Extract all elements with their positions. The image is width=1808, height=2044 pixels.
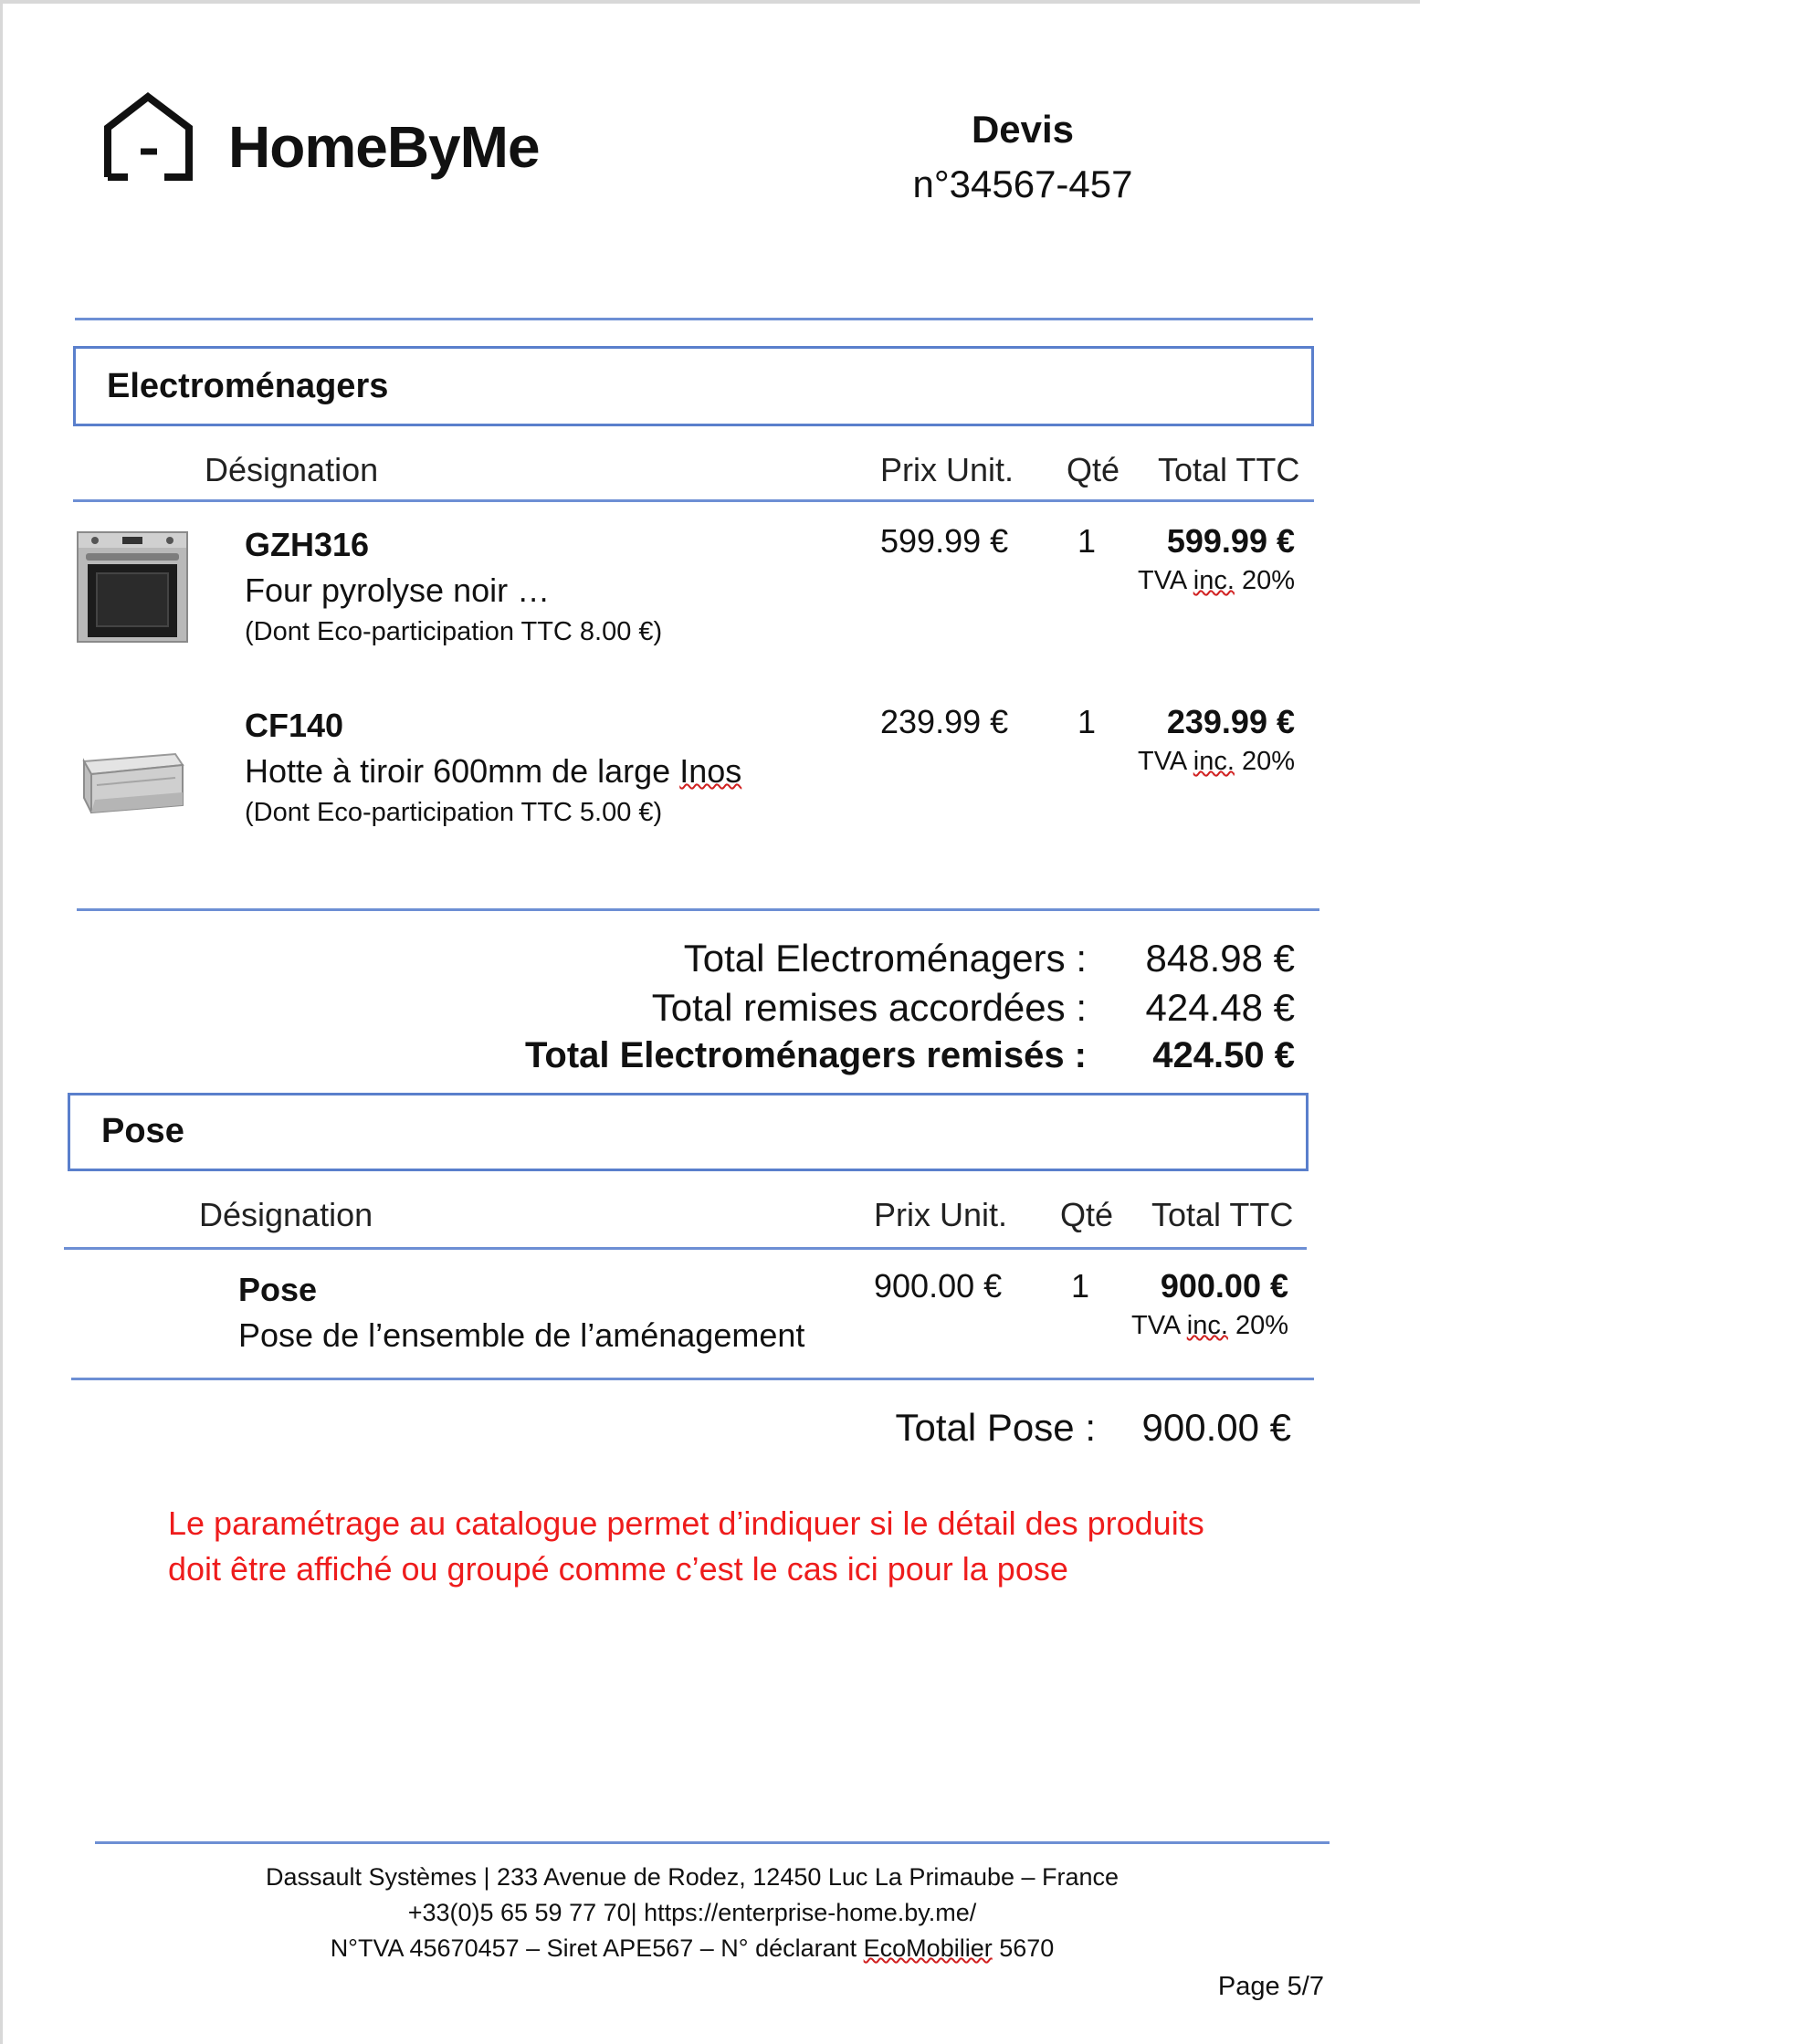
- item-tva: TVA inc. 20%: [1131, 1311, 1288, 1340]
- item-ref: GZH316: [245, 526, 370, 563]
- col-qty: Qté: [1060, 1196, 1114, 1233]
- brand-logo: [100, 91, 594, 192]
- item-total: 239.99 €: [1166, 703, 1295, 740]
- install-divider: [71, 1378, 1314, 1380]
- col-total: Total TTC: [1158, 451, 1300, 488]
- page-top-border: [0, 0, 1420, 4]
- col-unit-price: Prix Unit.: [880, 451, 1014, 488]
- total-appliances-value: 848.98 €: [1145, 937, 1295, 980]
- item-unit-price: 239.99 €: [880, 703, 1009, 740]
- total-net-value: 424.50 €: [1152, 1035, 1295, 1075]
- table-header-divider: [73, 499, 1314, 502]
- footer-address: Dassault Systèmes | 233 Avenue de Rodez, 12450 Luc La Primaube – France: [265, 1863, 1119, 1891]
- col-designation: Désignation: [199, 1196, 373, 1233]
- total-install-label: Total Pose :: [895, 1406, 1096, 1449]
- item-description: Pose de l’ensemble de l’aménagement: [238, 1316, 805, 1354]
- catalog-note-line: Le paramétrage au catalogue permet d’indiquer si le détail des produits: [168, 1504, 1204, 1542]
- col-qty: Qté: [1067, 451, 1120, 488]
- catalog-note: [168, 1501, 1355, 1592]
- total-appliances-label: Total Electroménagers :: [683, 937, 1087, 980]
- footer-divider: [95, 1841, 1330, 1844]
- item-description: Four pyrolyse noir …: [245, 571, 551, 609]
- footer-contact: +33(0)5 65 59 77 70| https://enterprise-home.by.me/: [407, 1899, 977, 1926]
- house-icon: [100, 91, 196, 183]
- item-ref: Pose: [238, 1271, 318, 1308]
- hood-thumbnail: [77, 741, 188, 818]
- col-total: Total TTC: [1151, 1196, 1294, 1233]
- col-designation: Désignation: [205, 451, 379, 488]
- section-title-install: Pose: [101, 1112, 184, 1150]
- item-eco-participation: (Dont Eco-participation TTC 5.00 €): [245, 798, 663, 827]
- doc-number: n°34567-457: [912, 162, 1133, 205]
- oven-thumbnail: [77, 531, 188, 643]
- catalog-note-line: doit être affiché ou groupé comme c’est le cas ici pour la pose: [168, 1550, 1068, 1588]
- doc-title: Devis: [971, 108, 1075, 151]
- items-divider: [77, 908, 1319, 911]
- item-unit-price: 599.99 €: [880, 522, 1009, 560]
- total-discount-value: 424.48 €: [1145, 986, 1295, 1029]
- col-unit-price: Prix Unit.: [874, 1196, 1008, 1233]
- section-title-appliances: Electroménagers: [107, 367, 389, 405]
- item-description: Hotte à tiroir 600mm de large Inos: [245, 752, 742, 790]
- total-install-value: 900.00 €: [1141, 1406, 1291, 1449]
- page-left-border: [0, 0, 3, 2044]
- item-ref: CF140: [245, 707, 344, 744]
- page-number: Page 5/7: [1217, 1972, 1324, 2001]
- item-tva: TVA inc. 20%: [1138, 566, 1295, 595]
- item-qty: 1: [1077, 522, 1097, 560]
- item-total: 900.00 €: [1160, 1267, 1288, 1305]
- header-divider: [75, 318, 1313, 320]
- footer-legal: N°TVA 45670457 – Siret APE567 – N° déclarant EcoMobilier 5670: [330, 1934, 1055, 1962]
- item-qty: 1: [1077, 703, 1097, 740]
- item-qty: 1: [1071, 1267, 1090, 1305]
- total-net-label: Total Electroménagers remisés :: [524, 1035, 1087, 1075]
- item-tva: TVA inc. 20%: [1138, 747, 1295, 776]
- brand-name: HomeByMe: [228, 114, 540, 180]
- section-header-install: [68, 1093, 1309, 1171]
- table-header-divider: [64, 1247, 1307, 1250]
- item-total: 599.99 €: [1166, 522, 1295, 560]
- item-unit-price: 900.00 €: [874, 1267, 1003, 1305]
- total-discount-label: Total remises accordées :: [651, 986, 1087, 1029]
- item-eco-participation: (Dont Eco-participation TTC 8.00 €): [245, 617, 663, 646]
